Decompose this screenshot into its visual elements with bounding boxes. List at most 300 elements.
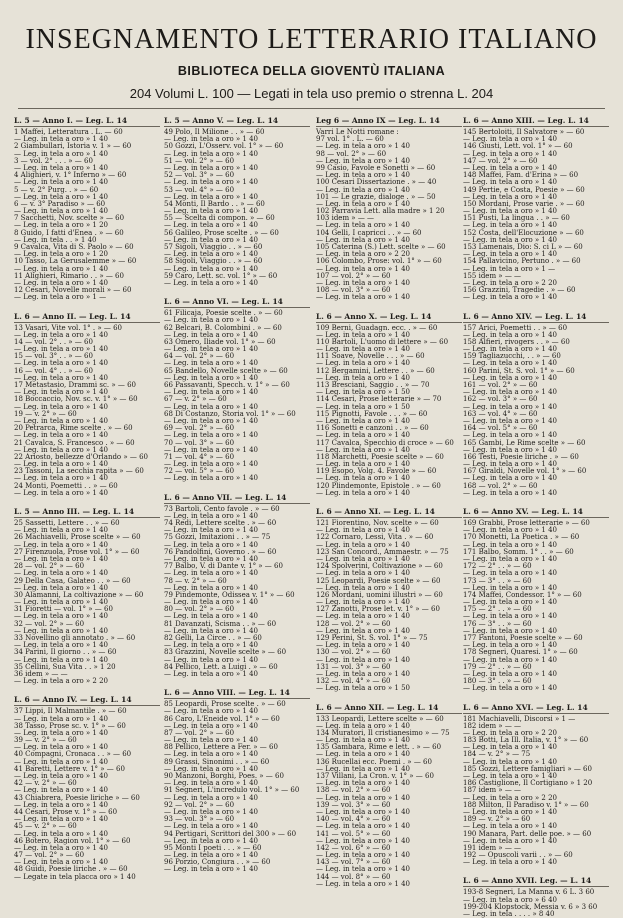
catalogue-entry: — Leg. in tela a oro » 1 40 xyxy=(463,772,558,780)
catalogue-entry: 68 Di Costanzo, Storia vol. 1° » — 60 xyxy=(164,409,296,418)
catalogue-entry: 138 — vol. 2° » — 60 xyxy=(316,786,391,795)
catalogue-entry: — Leg. in tela a oro » 1 40 xyxy=(463,388,558,397)
catalogue-entry: 108 — vol. 3° » — 60 xyxy=(316,286,391,295)
catalogue-entry: 24 Monti, Poemetti . . » — 60 xyxy=(14,481,118,490)
catalogue-entry: — Leg. in tela a oro » 1 40 xyxy=(164,641,259,650)
catalogue-entry: 124 Spolverini, Coltivazione » — 60 xyxy=(316,562,443,571)
catalogue-entry: 84 Pellico, Lett. a Luigi . » — 60 xyxy=(164,662,278,671)
catalogue-entry: — Leg. in tela a oro » 1 40 xyxy=(164,278,259,287)
catalogue-entry: 172 — 2° . . » — 60 xyxy=(463,562,532,571)
catalogue-entry: — Leg. in tela a oro » 1 40 xyxy=(14,743,109,752)
catalogue-entry: — Leg. in tela a oro » 1 40 xyxy=(164,583,259,592)
catalogue-entry: 5 — v. 2° Purg. . » — 60 xyxy=(14,185,99,194)
catalogue-entry: — Leg. in tela a oro » 1 40 xyxy=(14,858,109,867)
catalogue-entry: 115 Pignotti, Favole . . . » — 60 xyxy=(316,409,428,418)
catalogue-entry: 97 vol. 1° . L. — 60 xyxy=(316,135,384,144)
catalogue-entry: — Leg. in tela a oro » 1 40 xyxy=(463,416,558,425)
catalogue-entry: 147 — vol. 2° » — 60 xyxy=(463,156,538,165)
catalogue-entry: — Leg. in tela a oro » 1 40 xyxy=(316,156,411,165)
catalogue-entry: — Leg. in tela a oro » 1 40 xyxy=(316,359,411,368)
catalogue-entry: — Leg. in tela a oro » 1 40 xyxy=(316,278,411,287)
catalogue-entry: — Leg. in tela a oro » 1 40 xyxy=(463,757,558,766)
catalogue-entry: 191 idem » — — xyxy=(463,843,522,852)
catalogue-entry: — Leg. in tela a oro » 1 40 xyxy=(164,612,259,621)
catalogue-entry: 144 — vol. 8° » — 60 xyxy=(316,872,391,881)
catalogue-entry: — Leg. in tela a oro » 1 40 xyxy=(14,800,109,809)
catalogue-entry: — Leg. in tela a oro » 1 40 xyxy=(463,822,558,831)
catalogue-entry: — Leg. in tela a oro » 1 40 xyxy=(164,807,259,816)
catalogue-entry: — Leg. in tela a oro » 1 40 xyxy=(164,540,259,549)
catalogue-entry: 104 Gelli, I capricci . . » — 60 xyxy=(316,228,422,237)
catalogue-entry: — Leg. in tela a oro » 1 40 xyxy=(463,250,558,259)
catalogue-entry: — Leg. in tela a oro » 1 40 xyxy=(164,569,259,578)
catalogue-entry: 119 Esopo, Volg. 4. Favole » — 60 xyxy=(316,467,437,476)
catalogue-entry: — Leg. in tela a oro » 1 40 xyxy=(463,402,558,411)
catalogue-entry: 19 — v. 2° » — 60 xyxy=(14,409,77,418)
catalogue-entry: 80 — vol. 2° » — 60 xyxy=(164,605,235,614)
catalogue-entry: — Leg. in tela a oro » 2 20 xyxy=(14,677,109,686)
catalogue-entry: 85 Leopardi, Prose scelte . » — 60 xyxy=(164,700,286,709)
catalogue-entry: 40 Compagni, Cronaca . . » — 60 xyxy=(14,750,132,759)
catalogue-entry: — Leg. in tela a oro » 1 40 xyxy=(14,757,109,766)
section-heading: L. 6 — Anno XII. — Leg. L. 14 xyxy=(316,703,462,714)
catalogue-entry: 46 Botero, Ragion vol. 1° » — 60 xyxy=(14,836,131,845)
catalogue-entry: — Leg. in tela a oro » 1 40 xyxy=(463,135,558,144)
catalogue-entry: — Leg. in tela a oro » 1 40 xyxy=(14,149,109,158)
catalogue-entry: 38 Tasso, Prose sc. v. 1° » — 60 xyxy=(14,721,126,730)
catalogue-entry: 163 — vol. 4° » — 60 xyxy=(463,409,538,418)
catalogue-entry: 14 — vol. 2° . . » — 60 xyxy=(14,337,93,346)
section-heading: L. 5 — Anno V. — Leg. L. 14 xyxy=(164,116,310,127)
catalogue-entry: — Leg. in tela a oro » 1 40 xyxy=(463,163,558,172)
catalogue-entry: Varri Le Notti romane : xyxy=(316,128,399,136)
catalogue-entry: — Leg. in tela a oro » 1 40 xyxy=(14,488,109,497)
catalogue-entry: 93 — vol. 3° » — 60 xyxy=(164,815,235,824)
catalogue-entry: 112 Bergamini, Lettere . . » — 60 xyxy=(316,366,435,375)
catalogue-entry: — Leg. in tela a oro » 1 40 xyxy=(463,192,558,201)
catalogue-entry: — Leg. in tela a oro » 1 40 xyxy=(316,598,411,607)
catalogue-section xyxy=(316,312,462,498)
catalogue-entry: — Leg. in tela a oro » 1 40 xyxy=(316,721,411,730)
catalogue-entry: 142 — vol. 6° » — 60 xyxy=(316,843,391,852)
page-title: INSEGNAMENTO LETTERARIO ITALIANO xyxy=(25,24,598,55)
catalogue-entry: — Leg. in tela a oro » 1 40 xyxy=(316,669,411,678)
catalogue-entry: 54 Monti, Il Bardo . . » — 60 xyxy=(164,199,265,208)
catalogue-entry: 43 Chiabrera, Poesie liriche » — 60 xyxy=(14,793,140,802)
catalogue-entry: — Leg. in tela a oro » 1 40 xyxy=(463,743,558,752)
catalogue-entry: — Leg. in tela a oro » 1 40 xyxy=(463,612,558,621)
catalogue-entry: 34 Parini, Il giorno . . » — 60 xyxy=(14,648,117,657)
catalogue-entry: 160 Parini, St. S. vol. 1° » — 60 xyxy=(463,366,575,375)
catalogue-entry: 12 Cesari, Novelle morali » — 60 xyxy=(14,286,132,295)
catalogue-entry: — Leg. in tela a oro » 1 40 xyxy=(14,554,109,563)
catalogue-entry: — Leg. in tela a oro » 1 40 xyxy=(316,445,411,454)
section-heading: L. 6 — Anno X. — Leg. L. 14 xyxy=(316,312,462,323)
catalogue-entry: 129 Perini, St. S. vol. 1° » — 75 xyxy=(316,634,428,642)
catalogue-entry: 176 — 3° . . » — 60 xyxy=(463,619,532,628)
catalogue-entry: — Leg. in tela a oro » 1 40 xyxy=(164,264,259,273)
catalogue-entry: — Leg. in tela a oro » 1 40 xyxy=(14,626,109,635)
catalogue-entry: — Leg. in tela a oro » 1 20 xyxy=(14,221,109,230)
catalogue-entry: 4 Alighieri, v. 1° Inferno » — 60 xyxy=(14,171,127,180)
catalogue-section xyxy=(164,493,310,679)
catalogue-entry: 148 Maffei, Fam. d'Erina » — 60 xyxy=(463,171,579,180)
section-heading: Leg 6 — Anno IX — Leg. L. 14 xyxy=(316,116,462,127)
catalogue-entry: 21 Cavalca, S. Francesco . » — 60 xyxy=(14,438,135,447)
catalogue-entry: 158 Alfieri, rivogers . . » — 60 xyxy=(463,337,570,346)
catalogue-entry: 67 — v. 2° » — 60 xyxy=(164,395,227,404)
catalogue-entry: 192 — Opuscoli varii . . » — 60 xyxy=(463,851,573,860)
column-1 xyxy=(14,116,160,900)
catalogue-entry: — Leg. in tela a oro » 1 40 xyxy=(463,641,558,650)
catalogue-entry: — Leg. in tela a oro » 1 40 xyxy=(316,779,411,788)
catalogue-entry: — Leg. in tela a oro » 1 40 xyxy=(463,655,558,664)
column-4 xyxy=(463,116,609,918)
catalogue-entry: 120 Plindemonte, Epistole . » — 60 xyxy=(316,481,441,490)
catalogue-entry: — Leg. in tela a oro » 2 20 xyxy=(463,728,558,737)
catalogue-entry: — Leg. in tela a oro » 1 40 xyxy=(463,345,558,354)
catalogue-entry: — Leg. in tela a oro » 1 40 xyxy=(14,460,109,469)
catalogue-entry: — Leg. in tela a oro » 1 40 xyxy=(316,264,411,273)
catalogue-entry: 94 Pertigari, Scrittori del 300 » — 60 xyxy=(164,829,297,838)
catalogue-entry: — Leg. in tela a oro » 1 40 xyxy=(14,192,109,201)
catalogue-entry: — Leg. in tela a oro » 1 40 xyxy=(316,171,411,180)
catalogue-entry: 63 Omero, Iliade vol. 1° » — 60 xyxy=(164,337,276,346)
catalogue-entry: 22 Ariosto, bellezze d'Orlando » — 60 xyxy=(14,452,149,461)
catalogue-entry: — Leg. in tela a oro » 1 40 xyxy=(463,807,558,816)
catalogue-entry: 167 Giraldi, Novelle vol. 1° » — 60 xyxy=(463,467,587,476)
catalogue-entry: — Leg. in tela a oro » 1 40 xyxy=(316,879,411,888)
catalogue-entry: — Leg. in tela a oro » 1 40 xyxy=(14,540,109,549)
catalogue-entry: — Leg. in tela a oro » 1 40 xyxy=(164,207,259,216)
catalogue-entry: 70 — vol. 3° » — 60 xyxy=(164,438,235,447)
catalogue-entry: — Leg. in tela a oro » 1 40 xyxy=(164,445,259,454)
catalogue-entry: — Leg. in tela a oro » 1 40 xyxy=(463,293,558,302)
catalogue-entry: — Leg. in tela a oro » 1 40 xyxy=(164,511,259,520)
catalogue-entry: 143 — vol. 7° » — 60 xyxy=(316,858,391,867)
catalogue-entry: 45 — v. 2° » — 60 xyxy=(14,822,77,831)
catalogue-entry: 171 Balbo, Somm. 1° . . » — 60 xyxy=(463,547,574,556)
catalogue-section xyxy=(463,507,609,693)
catalogue-entry: 32 — vol. 2° » — 60 xyxy=(14,619,85,628)
catalogue-entry: 154 Pallavicino, Pertuno . » — 60 xyxy=(463,257,581,266)
catalogue-entry: 169 Grabbi, Prose letterarie » — 60 xyxy=(463,519,590,527)
catalogue-entry: 114 Cesari, Prose letterarie » — 70 xyxy=(316,395,442,404)
catalogue-entry: 128 — vol. 2° » — 60 xyxy=(316,619,391,628)
catalogue-section xyxy=(316,703,462,889)
catalogue-entry: — Leg. in tela a oro » 1 40 xyxy=(164,721,259,730)
catalogue-entry: 81 Davanzati, Scisma . . » — 60 xyxy=(164,619,277,628)
catalogue-entry: 106 Colombo, Prose: vol. 1° » — 60 xyxy=(316,257,442,266)
catalogue-entry: — Leg. in tela a oro » 1 40 xyxy=(164,626,259,635)
catalogue-section xyxy=(164,297,310,483)
catalogue-entry: 52 — vol. 3° » — 60 xyxy=(164,171,235,180)
catalogue-entry: — Leg. in tela a oro » 1 40 xyxy=(463,221,558,230)
catalogue-entry: 100 Cesari Dissertazione . » — 40 xyxy=(316,178,437,187)
catalogue-entry: — Leg. in tela . . . . » 8 40 xyxy=(463,910,555,918)
catalogue-entry: 65 Bandello, Novelle scelte » — 60 xyxy=(164,366,288,375)
catalogue-entry: — Leg. in tela a oro » 1 40 xyxy=(463,684,558,693)
catalogue-entry: — Leg. in tela a oro » 1 40 xyxy=(463,569,558,578)
catalogue-entry: — Leg. in tela a oro » 1 — xyxy=(463,264,556,273)
section-heading: L. 6 — Anno VIII. — Leg. L. 14 xyxy=(164,688,310,699)
catalogue-entry: — Leg. in tela a oro » 1 40 xyxy=(463,474,558,483)
catalogue-entry: — Leg. in tela a oro » 1 40 xyxy=(164,221,259,230)
catalogue-entry: — Leg. in tela a oro » 1 40 xyxy=(14,829,109,838)
catalogue-entry: — Leg. in tela a oro » 1 40 xyxy=(463,359,558,368)
catalogue-entry: — Leg. in tela a oro » 1 40 xyxy=(463,207,558,216)
catalogue-entry: — Leg. in tela a oro » 1 40 xyxy=(164,178,259,187)
catalogue-entry: — Leg. in tela a oro » 1 40 xyxy=(463,554,558,563)
catalogue-entry: 156 Grazzini, Tragedie . » — 60 xyxy=(463,286,576,295)
catalogue-entry: — Leg. in tela a oro » 1 40 xyxy=(316,373,411,382)
catalogue-section xyxy=(14,312,160,498)
catalogue-entry: — Leg. in tela a oro » 1 40 xyxy=(316,750,411,759)
catalogue-entry: 33 Novellino gli annotato . » — 60 xyxy=(14,634,136,642)
catalogue-entry: — Leg. in tela a oro » 1 40 xyxy=(164,474,259,483)
catalogue-entry: 49 Polo, Il Milione . . » — 60 xyxy=(164,128,265,136)
catalogue-entry: — Leg. in tela a oro » 2 20 xyxy=(463,278,558,287)
catalogue-entry: — Leg. in tela a oro » 1 40 xyxy=(316,142,411,151)
catalogue-entry: 130 — vol. 2° » — 60 xyxy=(316,648,391,657)
catalogue-entry: 35 Cellini, Sua Vita . . » 1 20 xyxy=(14,662,116,671)
header-rule xyxy=(18,108,605,109)
catalogue-entry: 13 Vasari, Vite vol. 1° . » — 60 xyxy=(14,323,122,332)
catalogue-entry: — Leg. in tela a oro » 1 40 xyxy=(316,641,411,650)
catalogue-entry: 116 Sonetti e canzoni . . » — 60 xyxy=(316,424,429,433)
catalogue-entry: — Leg. in tela a oro » 1 40 xyxy=(164,163,259,172)
catalogue-entry: 79 Pindemonte, Odissea v. 1° » — 60 xyxy=(164,590,295,599)
catalogue-entry: — Leg. in tela a oro » 1 40 xyxy=(164,250,259,259)
catalogue-entry: 141 — vol. 5° » — 60 xyxy=(316,829,391,838)
catalogue-entry: — Leg. in tela a oro » 1 40 xyxy=(316,583,411,592)
catalogue-entry: — Leg. in tela a oro » 1 40 xyxy=(14,135,109,144)
catalogue-entry: 92 — vol. 2° » — 60 xyxy=(164,800,235,809)
catalogue-entry: — Leg. in tela a oro » 1 40 xyxy=(164,526,259,535)
catalogue-entry: 17 Metastasio, Drammi sc. » — 60 xyxy=(14,381,136,389)
catalogue-section xyxy=(463,876,609,918)
catalogue-entry: 26 Machiavelli, Prose scelte » — 60 xyxy=(14,533,141,542)
catalogue-entry: 186 Castiglione, Il Cortigiano » 1 20 xyxy=(463,779,593,788)
catalogue-entry: 66 Passavanti, Specch. v. 1° » — 60 xyxy=(164,381,290,389)
catalogue-section xyxy=(316,116,462,302)
section-heading: L. 6 — Anno XIV. — Leg. L. 14 xyxy=(463,312,609,323)
catalogue-entry: 72 — vol. 5° » — 60 xyxy=(164,467,235,476)
catalogue-entry: 199-204 Klopstock, Messia v. 6 » 3 60 xyxy=(463,902,598,911)
catalogue-entry: — Leg. in tela a oro » 1 40 xyxy=(164,416,259,425)
catalogue-entry: 140 — vol. 4° » — 60 xyxy=(316,815,391,824)
catalogue-entry: 44 Cesari, Prose v. 1° » — 60 xyxy=(14,807,118,816)
catalogue-entry: — Leg. in tela a oro » 1 40 xyxy=(316,569,411,578)
catalogue-entry: — Leg. in tela a oro » 1 40 xyxy=(316,235,411,244)
catalogue-entry: 91 Segneri, L'incredulo vol. 1° » — 60 xyxy=(164,786,300,795)
catalogue-entry: — Leg. in tela a oro » 1 40 xyxy=(14,728,109,737)
catalogue-entry: — Leg. in tela a oro » 1 40 xyxy=(316,836,411,845)
catalogue-entry: 9 Cavalca, Vita di S. Paolo » — 60 xyxy=(14,243,134,251)
catalogue-entry: 99 Casio, Favole e Sonetti » — 60 xyxy=(316,163,436,172)
catalogue-entry: — Leg. in tela a oro » 1 40 xyxy=(164,235,259,244)
catalogue-entry: — Leg. in tela a oro » 1 40 xyxy=(463,598,558,607)
catalogue-entry: 30 Alamanni, La coltivazione » — 60 xyxy=(14,590,144,599)
section-heading: L. 6 — Anno XV. — Leg. L. 14 xyxy=(463,507,609,518)
section-heading: L. 6 — Anno XVI. — Leg. L. 14 xyxy=(463,703,609,714)
catalogue-entry: — Leg. in tela a oro » 1 40 xyxy=(14,655,109,664)
catalogue-entry: — Leg. in tela a oro » 1 40 xyxy=(316,822,411,831)
catalogue-entry: 77 Balbo, V. di Dante v. 1° » — 60 xyxy=(164,562,283,571)
catalogue-entry: 168 — vol. 2° » — 60 xyxy=(463,481,538,490)
catalogue-entry: 188 Milton, Il Paradiso v. 1° » — 60 xyxy=(463,800,589,809)
catalogue-entry: — Leg. in tela a oro » 1 40 xyxy=(316,474,411,483)
catalogue-entry: 145 Bertoloiti, Il Salvatore » — 60 xyxy=(463,128,585,136)
catalogue-entry: 180 — 3° . . » — 60 xyxy=(463,677,532,686)
catalogue-entry: — Leg. in tela a oro » 1 40 xyxy=(463,526,558,535)
catalogue-entry: 149 Pertie, e Costa, Poesie » — 60 xyxy=(463,185,585,194)
catalogue-entry: — Leg. in tela a oro » 1 40 xyxy=(316,554,411,563)
catalogue-section xyxy=(164,688,310,874)
catalogue-entry: 98 — vol. 2° » — 60 xyxy=(316,149,387,158)
catalogue-entry: 173 — 3° . . » — 60 xyxy=(463,576,532,585)
catalogue-entry: 31 Fioretti — vol. 1° » — 60 xyxy=(14,605,113,614)
catalogue-entry: 178 Segneri, Quaresi. 1° » — 60 xyxy=(463,648,578,657)
catalogue-entry: — Leg. in tela a oro » 1 40 xyxy=(164,192,259,201)
catalogue-entry: 53 — vol. 4° » — 60 xyxy=(164,185,235,194)
catalogue-entry: — Leg. in tela a oro » 1 40 xyxy=(316,626,411,635)
catalogue-entry: — Leg. in tela a oro » 1 40 xyxy=(316,488,411,497)
catalogue-entry: — Leg. in tela a oro » 1 50 xyxy=(316,402,411,411)
catalogue-entry: — Leg. in tela a oro » 1 40 xyxy=(14,388,109,397)
catalogue-entry: 74 Redi, Lettere scelte . » — 60 xyxy=(164,519,277,527)
catalogue-entry: — Leg. in tela a oro » 1 40 xyxy=(14,178,109,187)
catalogue-section xyxy=(14,507,160,685)
catalogue-entry: — Leg. in tela a oro » 1 40 xyxy=(14,569,109,578)
catalogue-entry: 61 Filicaja, Poesie scelte . » — 60 xyxy=(164,309,283,318)
catalogue-entry: 174 Maffei, Condessor. 1° » — 60 xyxy=(463,590,582,599)
catalogue-entry: — Leg. in tela a oro » 1 50 xyxy=(316,388,411,397)
catalogue-entry: 23 Tassoni, La secchia rapita » — 60 xyxy=(14,467,144,476)
catalogue-entry: — Leg. in tela a oro » 1 40 xyxy=(14,772,109,780)
catalogue-entry: — Leg. in tela a oro » 1 40 xyxy=(316,221,411,230)
catalogue-entry: — Leg. in tela a oro » 1 40 xyxy=(463,149,558,158)
catalogue-entry: — Leg. in tela a oro » 1 40 xyxy=(316,655,411,664)
section-heading: L. 6 — Anno XIII. — Leg. L. 14 xyxy=(463,116,609,127)
catalogue-entry: 95 Monti I poeti . . . » — 60 xyxy=(164,843,262,852)
catalogue-entry: 127 Zanotti, Prose let. v. 1° » — 60 xyxy=(316,605,440,614)
catalogue-entry: 187 idem » — — xyxy=(463,786,522,795)
catalogue-entry: 179 — 2° . . » — 60 xyxy=(463,662,532,671)
catalogue-entry: — Leg. in tela a oro » 1 40 xyxy=(316,526,411,535)
catalogue-entry: 134 Muratori, Il cristianesimo » — 75 xyxy=(316,728,450,737)
catalogue-entry: — Legate in tela placca oro » 1 40 xyxy=(14,872,136,881)
section-heading: L. 6 — Anno XVII. Leg. — L. 14 xyxy=(463,876,609,887)
catalogue-entry: — Leg. in tela a oro » 1 40 xyxy=(463,445,558,454)
catalogue-entry: 88 Pellico, Lettere a Fer. » — 60 xyxy=(164,743,278,752)
catalogue-entry: 47 — vol. 2° » — 60 xyxy=(14,851,85,860)
catalogue-entry: 18 Boccaccio, Nov. sc. v. 1° » — 60 xyxy=(14,395,138,404)
catalogue-entry: — Leg. in tela a oro » 1 40 xyxy=(164,388,259,397)
column-3 xyxy=(316,116,462,900)
catalogue-entry: — Leg. in tela a oro » 1 40 xyxy=(14,330,109,339)
catalogue-entry: — Leg. in tela a oro » 1 40 xyxy=(463,540,558,549)
catalogue-entry: — Leg. in tela a oro » 1 40 xyxy=(164,822,259,831)
catalogue-entry: 36 idem » — — xyxy=(14,669,68,678)
column-2 xyxy=(164,116,310,900)
catalogue-entry: 107 — vol. 2° » — 60 xyxy=(316,271,391,280)
catalogue-entry: 113 Bresciani, Saggio . . » — 70 xyxy=(316,381,430,389)
catalogue-entry: 123 San Concord., Ammaestr. » — 75 xyxy=(316,547,449,556)
catalogue-entry: — Leg. in tela a oro » 1 40 xyxy=(164,330,259,339)
catalogue-entry: 110 Bartoli, L'uomo di lettere » — 60 xyxy=(316,337,449,346)
catalogue-entry: — Leg. in tela a oro » 1 40 xyxy=(164,431,259,440)
catalogue-entry: 28 — vol. 2° » — 60 xyxy=(14,562,85,571)
catalogue-entry: — Leg. in tela a oro » 1 40 xyxy=(164,836,259,845)
catalogue-entry: 59 Caro, Lett. sc. vol. 1° » — 60 xyxy=(164,271,278,280)
catalogue-entry: 7 Sacchetti, Nov. scelte » — 60 xyxy=(14,214,125,223)
catalogue-entry: 58 Sigoli, Viaggio . . » — 60 xyxy=(164,257,263,266)
catalogue-entry: 42 — v. 2° » — 60 xyxy=(14,779,77,788)
catalogue-entry: 151 Pusti, La lingua . . » — 60 xyxy=(463,214,570,223)
catalogue-entry: 159 Tagliazucchi, . . » — 60 xyxy=(463,352,561,361)
catalogue-entry: 193-8 Segneri, La Manna v. 6 L. 3 60 xyxy=(463,888,595,897)
catalogue-entry: 15 — vol. 3° . . » — 60 xyxy=(14,352,93,361)
catalogue-entry: — Leg. in tela a oro » 1 40 xyxy=(463,178,558,187)
catalogue-entry: 139 — vol. 3° » — 60 xyxy=(316,800,391,809)
catalogue-entry: 155 idem » — — xyxy=(463,271,522,280)
catalogue-entry: 8 Guido, I fatti d'Enea . » — 60 xyxy=(14,228,124,237)
catalogue-entry: 90 Manzoni, Borghi, Poes. » — 60 xyxy=(164,772,284,780)
catalogue-entry: — Leg. in tela a oro » 1 40 xyxy=(14,278,109,287)
section-heading: L. 5 — Anno III. — Leg. L. 14 xyxy=(14,507,160,518)
catalogue-entry: 56 Galileo, Prose scelte . » — 60 xyxy=(164,228,279,237)
catalogue-entry: 162 — vol. 3° » — 60 xyxy=(463,395,538,404)
catalogue-entry: 50 Gozzi, L'Osserv. vol. 1° » — 60 xyxy=(164,142,284,151)
catalogue-entry: — Leg. in tela a oro » 2 20 xyxy=(463,793,558,802)
catalogue-entry: — Leg. in tela a oro » 1 40 xyxy=(164,345,259,354)
catalogue-entry: 75 Gozzi, Imitazioni . . » — 75 xyxy=(164,533,271,542)
catalogue-section xyxy=(14,695,160,881)
catalogue-entry: — Leg. in tela a oro » 2 20 xyxy=(316,250,411,259)
section-heading: L. 6 — Anno IV. — Leg. L. 14 xyxy=(14,695,160,706)
catalogue-entry: — Leg. in tela a oro » 1 40 xyxy=(14,431,109,440)
catalogue-entry: 73 Bartoli, Cento favole . » — 60 xyxy=(164,504,280,513)
catalogue-entry: — Leg. in tela a oro » 1 40 xyxy=(14,843,109,852)
catalogue-entry: — Leg. in tela a oro » 1 40 xyxy=(164,779,259,788)
catalogue-entry: — Leg. in tela a oro » 1 40 xyxy=(164,402,259,411)
catalogue-entry: 6 — v. 3° Paradiso » — 60 xyxy=(14,199,106,208)
catalogue-entry: 27 Firenzuola, Prose vol. 1° » — 60 xyxy=(14,547,140,556)
catalogue-entry: — Leg. in tela a oro » 1 40 xyxy=(316,330,411,339)
catalogue-entry: — Leg. in tela a oro » 1 40 xyxy=(463,858,558,867)
catalogue-entry: — Leg. in tela a oro » 1 40 xyxy=(316,764,411,773)
catalogue-entry: 55 — Scelta di compon. » — 60 xyxy=(164,214,275,223)
catalogue-entry: — Leg. in tela a oro » 1 40 xyxy=(14,612,109,621)
catalogue-entry: — Leg. in tela a oro » 1 — xyxy=(14,293,107,302)
catalogue-entry: 175 — 2° . . » — 60 xyxy=(463,605,532,614)
catalogue-entry: 101 — Le grazie, dialoge . » — 50 xyxy=(316,192,436,201)
catalogue-entry: — Leg. in tela a oro » 1 40 xyxy=(164,149,259,158)
catalogue-entry: 118 Marchetti, Poesie scelte » — 60 xyxy=(316,452,444,461)
catalogue-entry: — Leg. in tela a oro » 1 40 xyxy=(463,373,558,382)
catalogue-entry: 170 Monetti, La Poetica . » — 60 xyxy=(463,533,580,542)
catalogue-entry: — Leg. in tela a oro » 1 40 xyxy=(14,373,109,382)
catalogue-entry: 165 Gambi, Le Rime scelte » — 60 xyxy=(463,438,586,447)
section-heading: L. 5 — Anno I. — Leg. L. 14 xyxy=(14,116,160,127)
catalogue-entry: — Leg. in tela a oro » 1 40 xyxy=(14,264,109,273)
catalogue-entry: 136 Rucellai ecc. Poemi . » — 60 xyxy=(316,757,432,766)
catalogue-section xyxy=(463,703,609,867)
catalogue-entry: 39 — v. 2° » — 60 xyxy=(14,736,77,745)
catalogue-entry: — Leg. in tela a oro » 1 40 xyxy=(463,488,558,497)
catalogue-entry: — Leg. in tela a oro » 1 40 xyxy=(164,669,259,678)
